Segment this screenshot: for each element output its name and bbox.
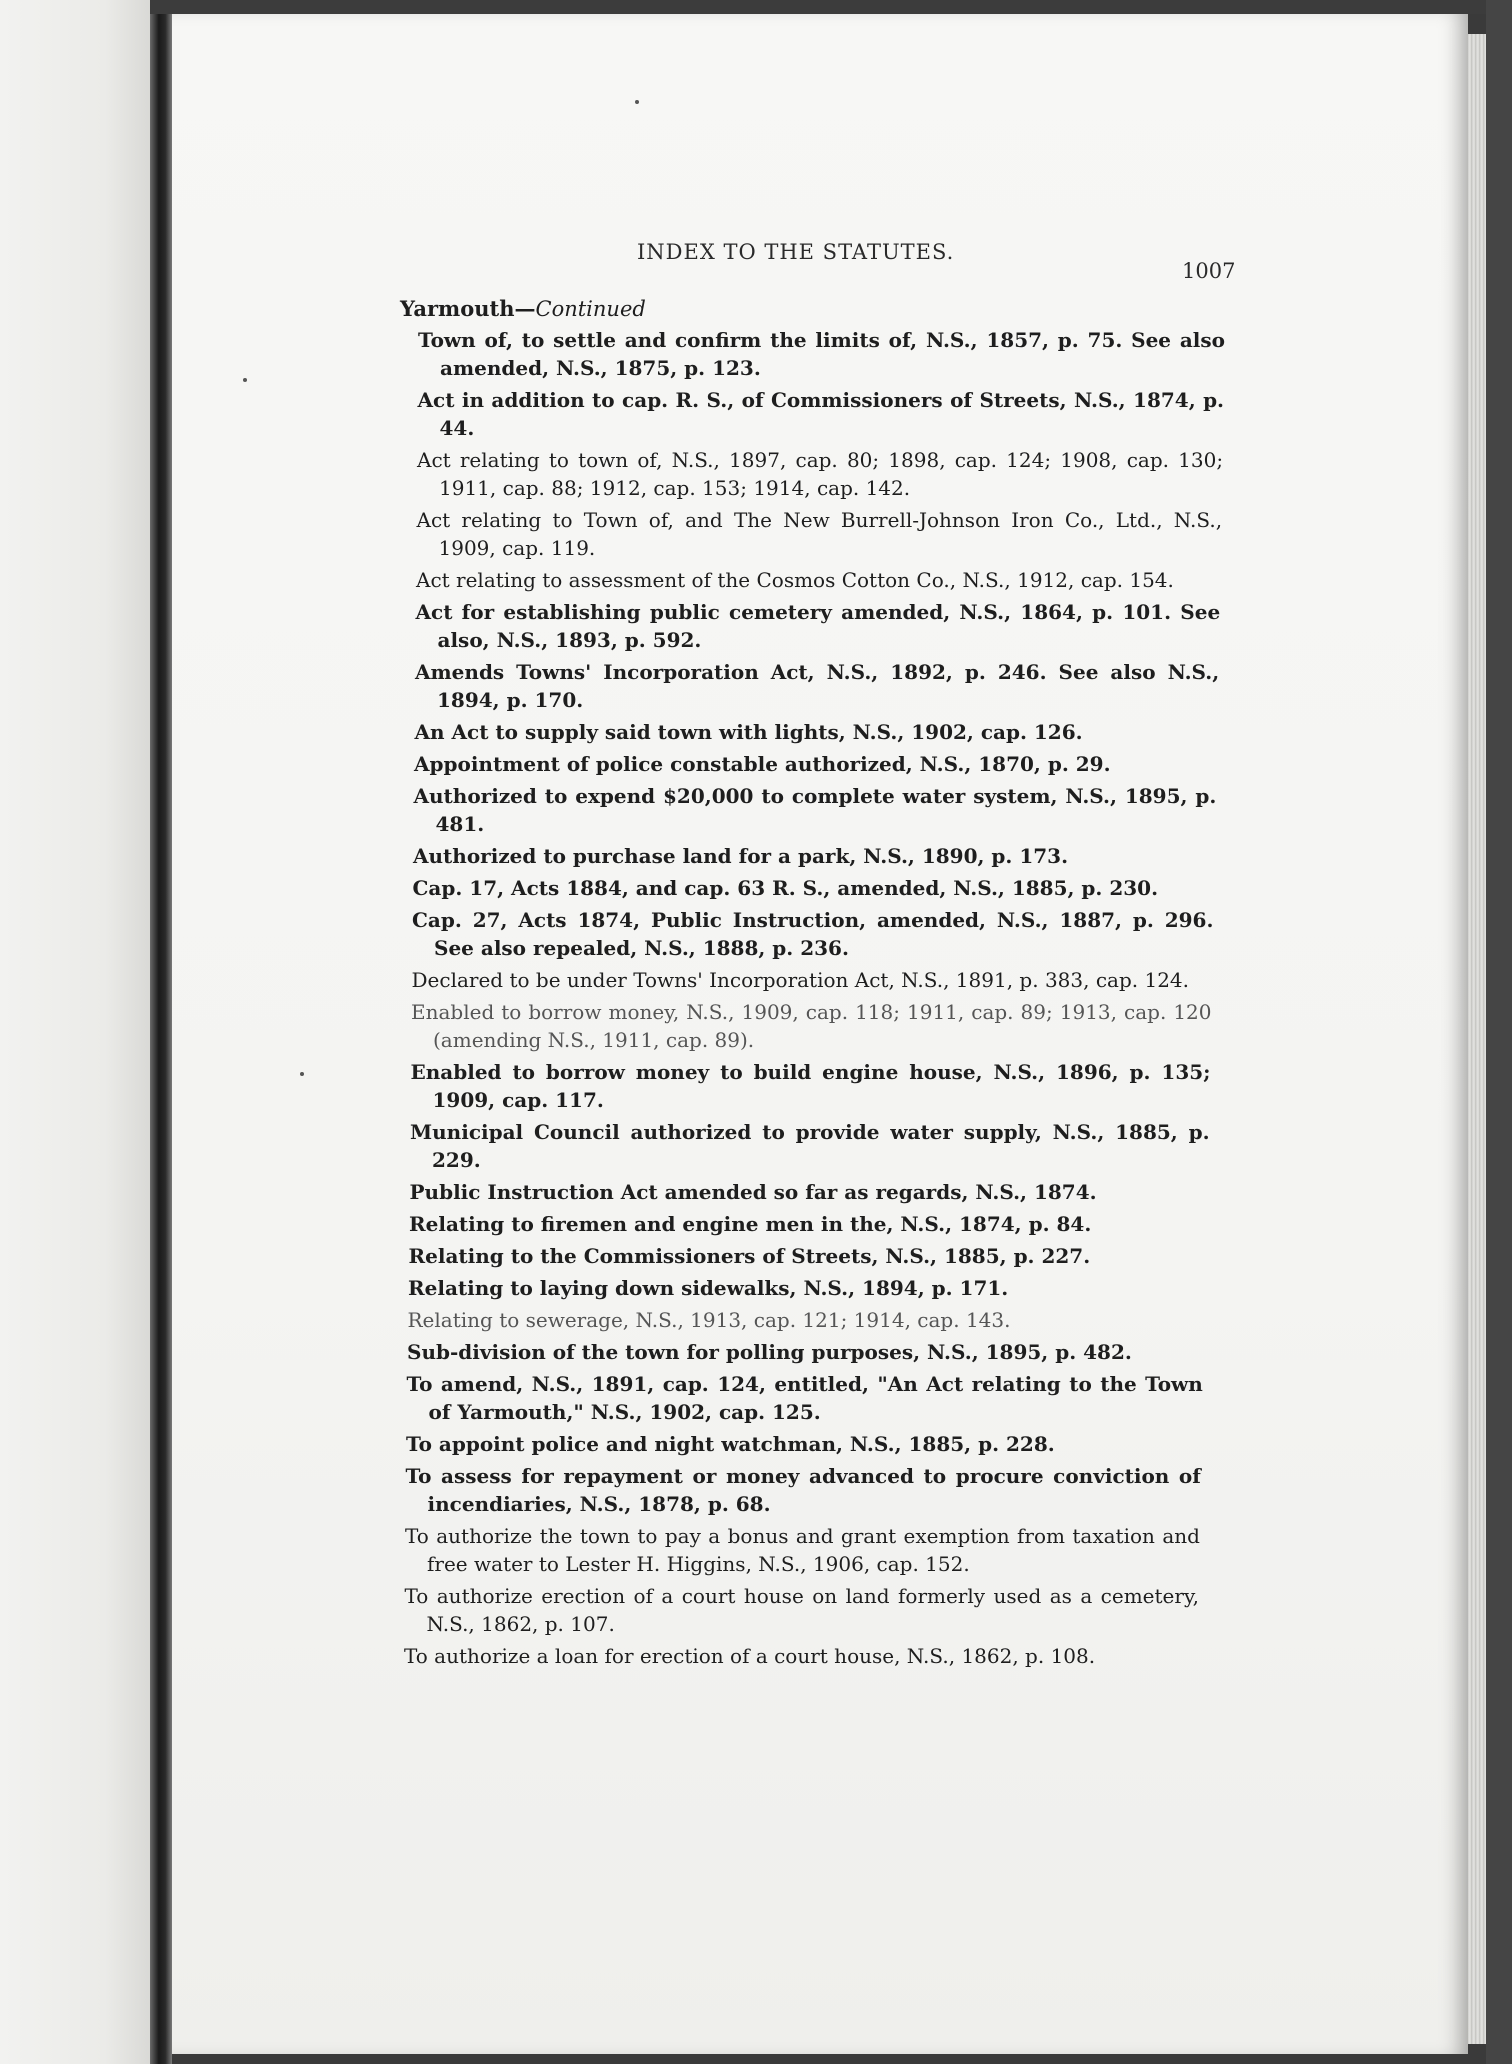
running-head: INDEX TO THE STATUTES. xyxy=(637,240,955,264)
index-entry: Amends Towns' Incorporation Act, N.S., 1892, p. 246. See also N.S., 1894, p. 170. xyxy=(415,660,1220,712)
index-entry: To assess for repayment or money advanced to procure conviction of incendiaries, N.S., 1878, p. 68. xyxy=(405,1464,1201,1516)
index-entry: An Act to supply said town with lights, N.S., 1902, cap. 126. xyxy=(414,720,1083,744)
index-entry: Town of, to settle and confirm the limits of, N.S., 1857, p. 75. See also amended, N.S., 1875, p. 123. xyxy=(418,328,1225,380)
section-continued: Continued xyxy=(535,297,646,321)
page-number: 1007 xyxy=(1182,259,1236,283)
section-title: Yarmouth— xyxy=(400,296,536,321)
book-gutter xyxy=(150,0,172,2064)
index-entry: Act in addition to cap. R. S., of Commissioners of Streets, N.S., 1874, p. 44. xyxy=(417,388,1225,440)
page-content xyxy=(172,14,1468,2054)
index-entry: Declared to be under Towns' Incorporation Act, N.S., 1891, p. 383, cap. 124. xyxy=(411,968,1189,992)
index-entry: Sub-division of the town for polling purposes, N.S., 1895, p. 482. xyxy=(407,1340,1132,1364)
index-entry: Authorized to purchase land for a park, N.S., 1890, p. 173. xyxy=(413,844,1069,868)
index-entry: Act relating to assessment of the Cosmos Cotton Co., N.S., 1912, cap. 154. xyxy=(416,568,1174,592)
facing-page xyxy=(0,0,150,2064)
index-entry: To authorize a loan for erection of a court house, N.S., 1862, p. 108. xyxy=(404,1644,1096,1668)
index-entry: Relating to firemen and engine men in the, N.S., 1874, p. 84. xyxy=(409,1212,1092,1236)
index-entry: To appoint police and night watchman, N.S., 1885, p. 228. xyxy=(406,1432,1055,1456)
index-entry: Appointment of police constable authorized, N.S., 1870, p. 29. xyxy=(414,752,1111,776)
section-heading xyxy=(400,296,646,321)
index-entry: Relating to the Commissioners of Streets, N.S., 1885, p. 227. xyxy=(408,1244,1091,1268)
index-entry: Authorized to expend $20,000 to complete water system, N.S., 1895, p. 481. xyxy=(413,784,1217,836)
index-entry: Cap. 17, Acts 1884, and cap. 63 R. S., amended, N.S., 1885, p. 230. xyxy=(412,876,1159,900)
index-entry: Public Instruction Act amended so far as regards, N.S., 1874. xyxy=(409,1180,1097,1204)
index-entry: Relating to laying down sidewalks, N.S., 1894, p. 171. xyxy=(408,1276,1009,1300)
index-entry: Enabled to borrow money, N.S., 1909, cap. 118; 1911, cap. 89; 1913, cap. 120 (amending N.S., 1911, cap. 89). xyxy=(411,1000,1212,1052)
cover-top-edge xyxy=(150,0,1512,14)
index-entry: Relating to sewerage, N.S., 1913, cap. 121; 1914, cap. 143. xyxy=(407,1308,1011,1332)
index-entries xyxy=(172,326,1468,1674)
cover-right-edge xyxy=(1486,0,1512,2064)
index-entry: Act relating to town of, N.S., 1897, cap. 80; 1898, cap. 124; 1908, cap. 130; 1911, cap. 88; 1912, cap. 153; 1914, cap. 142. xyxy=(417,448,1224,500)
index-entry: Act relating to Town of, and The New Burrell-Johnson Iron Co., Ltd., N.S., 1909, cap. 119. xyxy=(416,508,1223,560)
index-entry: To amend, N.S., 1891, cap. 124, entitled, "An Act relating to the Town of Yarmouth," N.S., 1902, cap. 125. xyxy=(406,1372,1203,1424)
index-entry: Act for establishing public cemetery amended, N.S., 1864, p. 101. See also, N.S., 1893, p. 592. xyxy=(415,600,1221,652)
index-entry: Enabled to borrow money to build engine house, N.S., 1896, p. 135; 1909, cap. 117. xyxy=(410,1060,1211,1112)
index-page xyxy=(172,14,1468,2054)
index-entry: Cap. 27, Acts 1874, Public Instruction, amended, N.S., 1887, p. 296. See also repealed, N.S., 1888, p. 236. xyxy=(412,908,1214,960)
index-entry: To authorize erection of a court house on land formerly used as a cemetery, N.S., 1862, p. 107. xyxy=(404,1584,1199,1636)
index-entry: Municipal Council authorized to provide water supply, N.S., 1885, p. 229. xyxy=(410,1120,1210,1172)
page-edge-stack xyxy=(1468,34,1486,2044)
index-entry: To authorize the town to pay a bonus and grant exemption from taxation and free water to Lester H. Higgins, N.S., 1906, cap. 152. xyxy=(405,1524,1200,1576)
